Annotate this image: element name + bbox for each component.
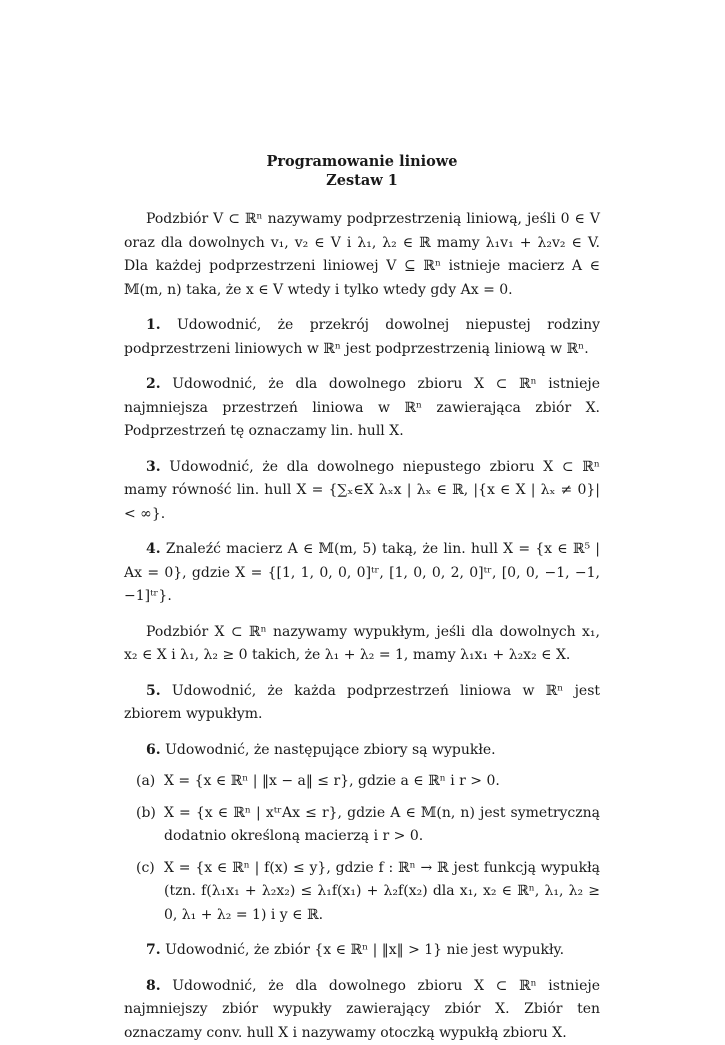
problem-number: 8. [146, 978, 161, 994]
problem-text: Udowodnić, że następujące zbiory są wypukłe. [165, 742, 496, 758]
problem-3 [124, 456, 600, 527]
subitem-c [124, 857, 600, 928]
subitem-label: (b) [124, 802, 164, 849]
definition-subspace: Podzbiór V ⊂ ℝⁿ nazywamy podprzestrzenią liniową, jeśli 0 ∈ V oraz dla dowolnych v₁, v₂ ∈ V i λ₁, λ₂ ∈ ℝ mamy λ₁v₁ + λ₂v₂ ∈ V. Dla każdej podprzestrzeni liniowej V ⊆ ℝⁿ istnieje macierz A ∈ 𝕄(m, n) taka, że x ∈ V wtedy i tylko wtedy gdy Ax = 0. [124, 208, 600, 302]
problem-text: Udowodnić, że dla dowolnego niepustego zbioru X ⊂ ℝⁿ mamy równość lin. hull X = {∑ₓ∈X λₓx | λₓ ∈ ℝ, |{x ∈ X | λₓ ≠ 0}| < ∞}. [124, 459, 600, 522]
document-subtitle: Zestaw 1 [124, 171, 600, 190]
problem-6 [124, 739, 600, 763]
problem-2 [124, 373, 600, 444]
problem-1 [124, 314, 600, 361]
subitem-label: (c) [124, 857, 164, 928]
problem-text: Udowodnić, że każda podprzestrzeń liniowa w ℝⁿ jest zbiorem wypukłym. [124, 683, 600, 723]
problem-number: 5. [146, 683, 161, 699]
subitem-label: (a) [124, 770, 164, 794]
problem-number: 7. [146, 942, 161, 958]
problem-4 [124, 538, 600, 609]
problem-number: 1. [146, 317, 161, 333]
definition-convex: Podzbiór X ⊂ ℝⁿ nazywamy wypukłym, jeśli dla dowolnych x₁, x₂ ∈ X i λ₁, λ₂ ≥ 0 takich, że λ₁ + λ₂ = 1, mamy λ₁x₁ + λ₂x₂ ∈ X. [124, 621, 600, 668]
subitem-text: X = {x ∈ ℝⁿ | xᵗʳAx ≤ r}, gdzie A ∈ 𝕄(n, n) jest symetryczną dodatnio określoną macierzą i r > 0. [164, 802, 600, 849]
problem-text: Znaleźć macierz A ∈ 𝕄(m, 5) taką, że lin. hull X = {x ∈ ℝ⁵ | Ax = 0}, gdzie X = {[1, 1, 0, 0, 0]ᵗʳ, [1, 0, 0, 2, 0]ᵗʳ, [0, 0, −1, −1, −1]ᵗʳ}. [124, 541, 600, 604]
problem-text: Udowodnić, że dla dowolnego zbioru X ⊂ ℝⁿ istnieje najmniejsza przestrzeń liniowa w ℝⁿ zawierająca zbiór X. Podprzestrzeń tę oznaczamy lin. hull X. [124, 376, 600, 439]
subitem-text: X = {x ∈ ℝⁿ | ‖x − a‖ ≤ r}, gdzie a ∈ ℝⁿ i r > 0. [164, 770, 600, 794]
problem-number: 6. [146, 742, 161, 758]
problem-number: 4. [146, 541, 161, 557]
problem-text: Udowodnić, że przekrój dowolnej niepustej rodziny podprzestrzeni liniowych w ℝⁿ jest podprzestrzenią liniową w ℝⁿ. [124, 317, 600, 357]
problem-5 [124, 680, 600, 727]
document-title: Programowanie liniowe [124, 152, 600, 171]
problem-text: Udowodnić, że zbiór {x ∈ ℝⁿ | ‖x‖ > 1} nie jest wypukły. [165, 942, 564, 958]
subitem-a [124, 770, 600, 794]
problem-number: 2. [146, 376, 161, 392]
subitem-text: X = {x ∈ ℝⁿ | f(x) ≤ y}, gdzie f : ℝⁿ → ℝ jest funkcją wypukłą (tzn. f(λ₁x₁ + λ₂x₂) ≤ λ₁f(x₁) + λ₂f(x₂) dla x₁, x₂ ∈ ℝⁿ, λ₁, λ₂ ≥ 0, λ₁ + λ₂ = 1) i y ∈ ℝ. [164, 857, 600, 928]
subitem-b [124, 802, 600, 849]
title-block [124, 152, 600, 190]
problem-8 [124, 975, 600, 1045]
problem-text: Udowodnić, że dla dowolnego zbioru X ⊂ ℝⁿ istnieje najmniejszy zbiór wypukły zawierający zbiór X. Zbiór ten oznaczamy conv. hull X i nazywamy otoczką wypukłą zbioru X. [124, 978, 600, 1041]
problem-number: 3. [146, 459, 161, 475]
document-page [124, 152, 600, 1045]
problem-7 [124, 939, 600, 963]
